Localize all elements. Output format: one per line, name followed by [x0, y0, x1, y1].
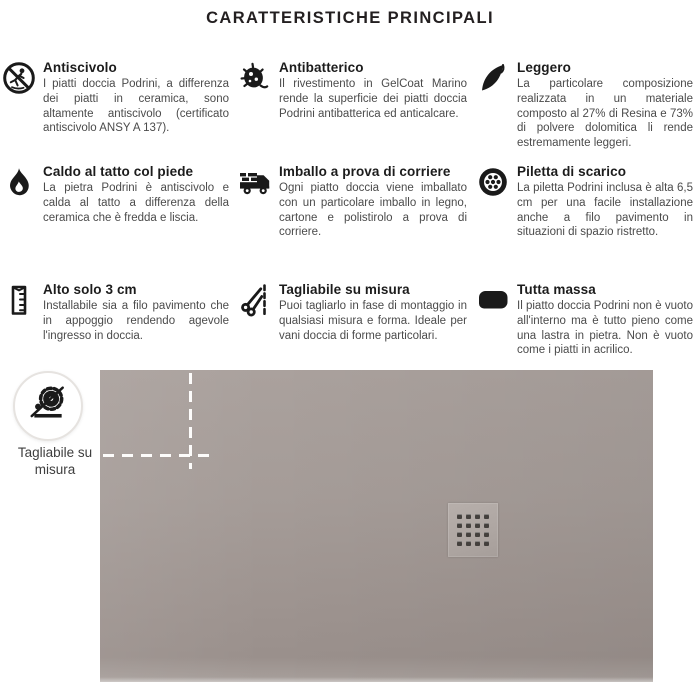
drain-grate — [457, 514, 489, 546]
cut-to-size-badge — [13, 371, 83, 441]
feature-heading: Imballo a prova di corriere — [279, 164, 451, 179]
delivery-truck-icon — [238, 165, 272, 199]
feature-tagliabile — [236, 282, 474, 358]
feature-heading: Piletta di scarico — [517, 164, 627, 179]
flame-icon — [2, 165, 36, 199]
feature-antibatterico — [236, 60, 474, 164]
page-title: CARATTERISTICHE PRINCIPALI — [206, 9, 494, 27]
feature-piletta — [474, 164, 700, 282]
feature-body: Il piatto doccia Podrini non è vuoto all'interno ma è tutto pieno come una lastra in pietra. Non è vuoto come i piatti in acrilico. — [517, 300, 693, 357]
cut-to-size-badge-label: Tagliabile su misura — [17, 445, 93, 477]
circular-saw-icon — [27, 383, 69, 430]
feature-body: La particolare composizione realizzata in un materiale composto al 27% di Resina e 73% di polvere dolomitica li rende estremamente leggeri. — [517, 78, 693, 150]
feature-body: Installabile sia a filo pavimento che in appoggio rendendo agevole l'ingresso in doccia. — [43, 300, 229, 342]
ruler-icon — [2, 283, 36, 317]
bacteria-icon — [238, 61, 272, 95]
feather-icon — [476, 61, 510, 95]
product-photo — [100, 370, 653, 682]
feature-leggero — [474, 60, 700, 164]
feature-body: Il rivestimento in GelCoat Marino rende la superficie dei piatti doccia Podrini antibatterica ed anticalcare. — [279, 78, 467, 120]
feature-body: Ogni piatto doccia viene imballato con un particolare imballo in legno, cartone e polistirolo a prova di corriere. — [279, 182, 467, 239]
solid-slab-icon — [476, 283, 510, 317]
feature-heading: Tutta massa — [517, 282, 596, 297]
feature-heading: Antibatterico — [279, 60, 364, 75]
cut-line-horizontal — [103, 454, 215, 457]
feature-heading: Alto solo 3 cm — [43, 282, 137, 297]
feature-heading: Antiscivolo — [43, 60, 117, 75]
no-slip-icon — [2, 61, 36, 95]
feature-heading: Tagliabile su misura — [279, 282, 410, 297]
feature-alto-3cm — [0, 282, 236, 358]
scissors-icon — [238, 283, 272, 317]
feature-caldo-al-tatto — [0, 164, 236, 282]
feature-heading: Leggero — [517, 60, 571, 75]
features-grid — [0, 60, 700, 358]
feature-body: I piatti doccia Podrini, a differenza dei piatti in ceramica, sono altamente antiscivolo (certificato antiscivolo ANSY A 137). — [43, 78, 229, 135]
feature-body: La pietra Podrini è antiscivolo e calda al tatto a differenza della ceramica che è fredda e liscia. — [43, 182, 229, 224]
feature-heading: Caldo al tatto col piede — [43, 164, 194, 179]
feature-antiscivolo — [0, 60, 236, 164]
feature-imballo — [236, 164, 474, 282]
feature-tutta-massa — [474, 282, 700, 358]
feature-body: La piletta Podrini inclusa è alta 6,5 cm per una facile installazione anche a filo pavimento in situazioni di spazio ristretto. — [517, 182, 693, 239]
drain-icon — [476, 165, 510, 199]
drain-cover — [448, 503, 498, 557]
feature-body: Puoi tagliarlo in fase di montaggio in qualsiasi misura e forma. Ideale per vani doccia di forme particolari. — [279, 300, 467, 342]
